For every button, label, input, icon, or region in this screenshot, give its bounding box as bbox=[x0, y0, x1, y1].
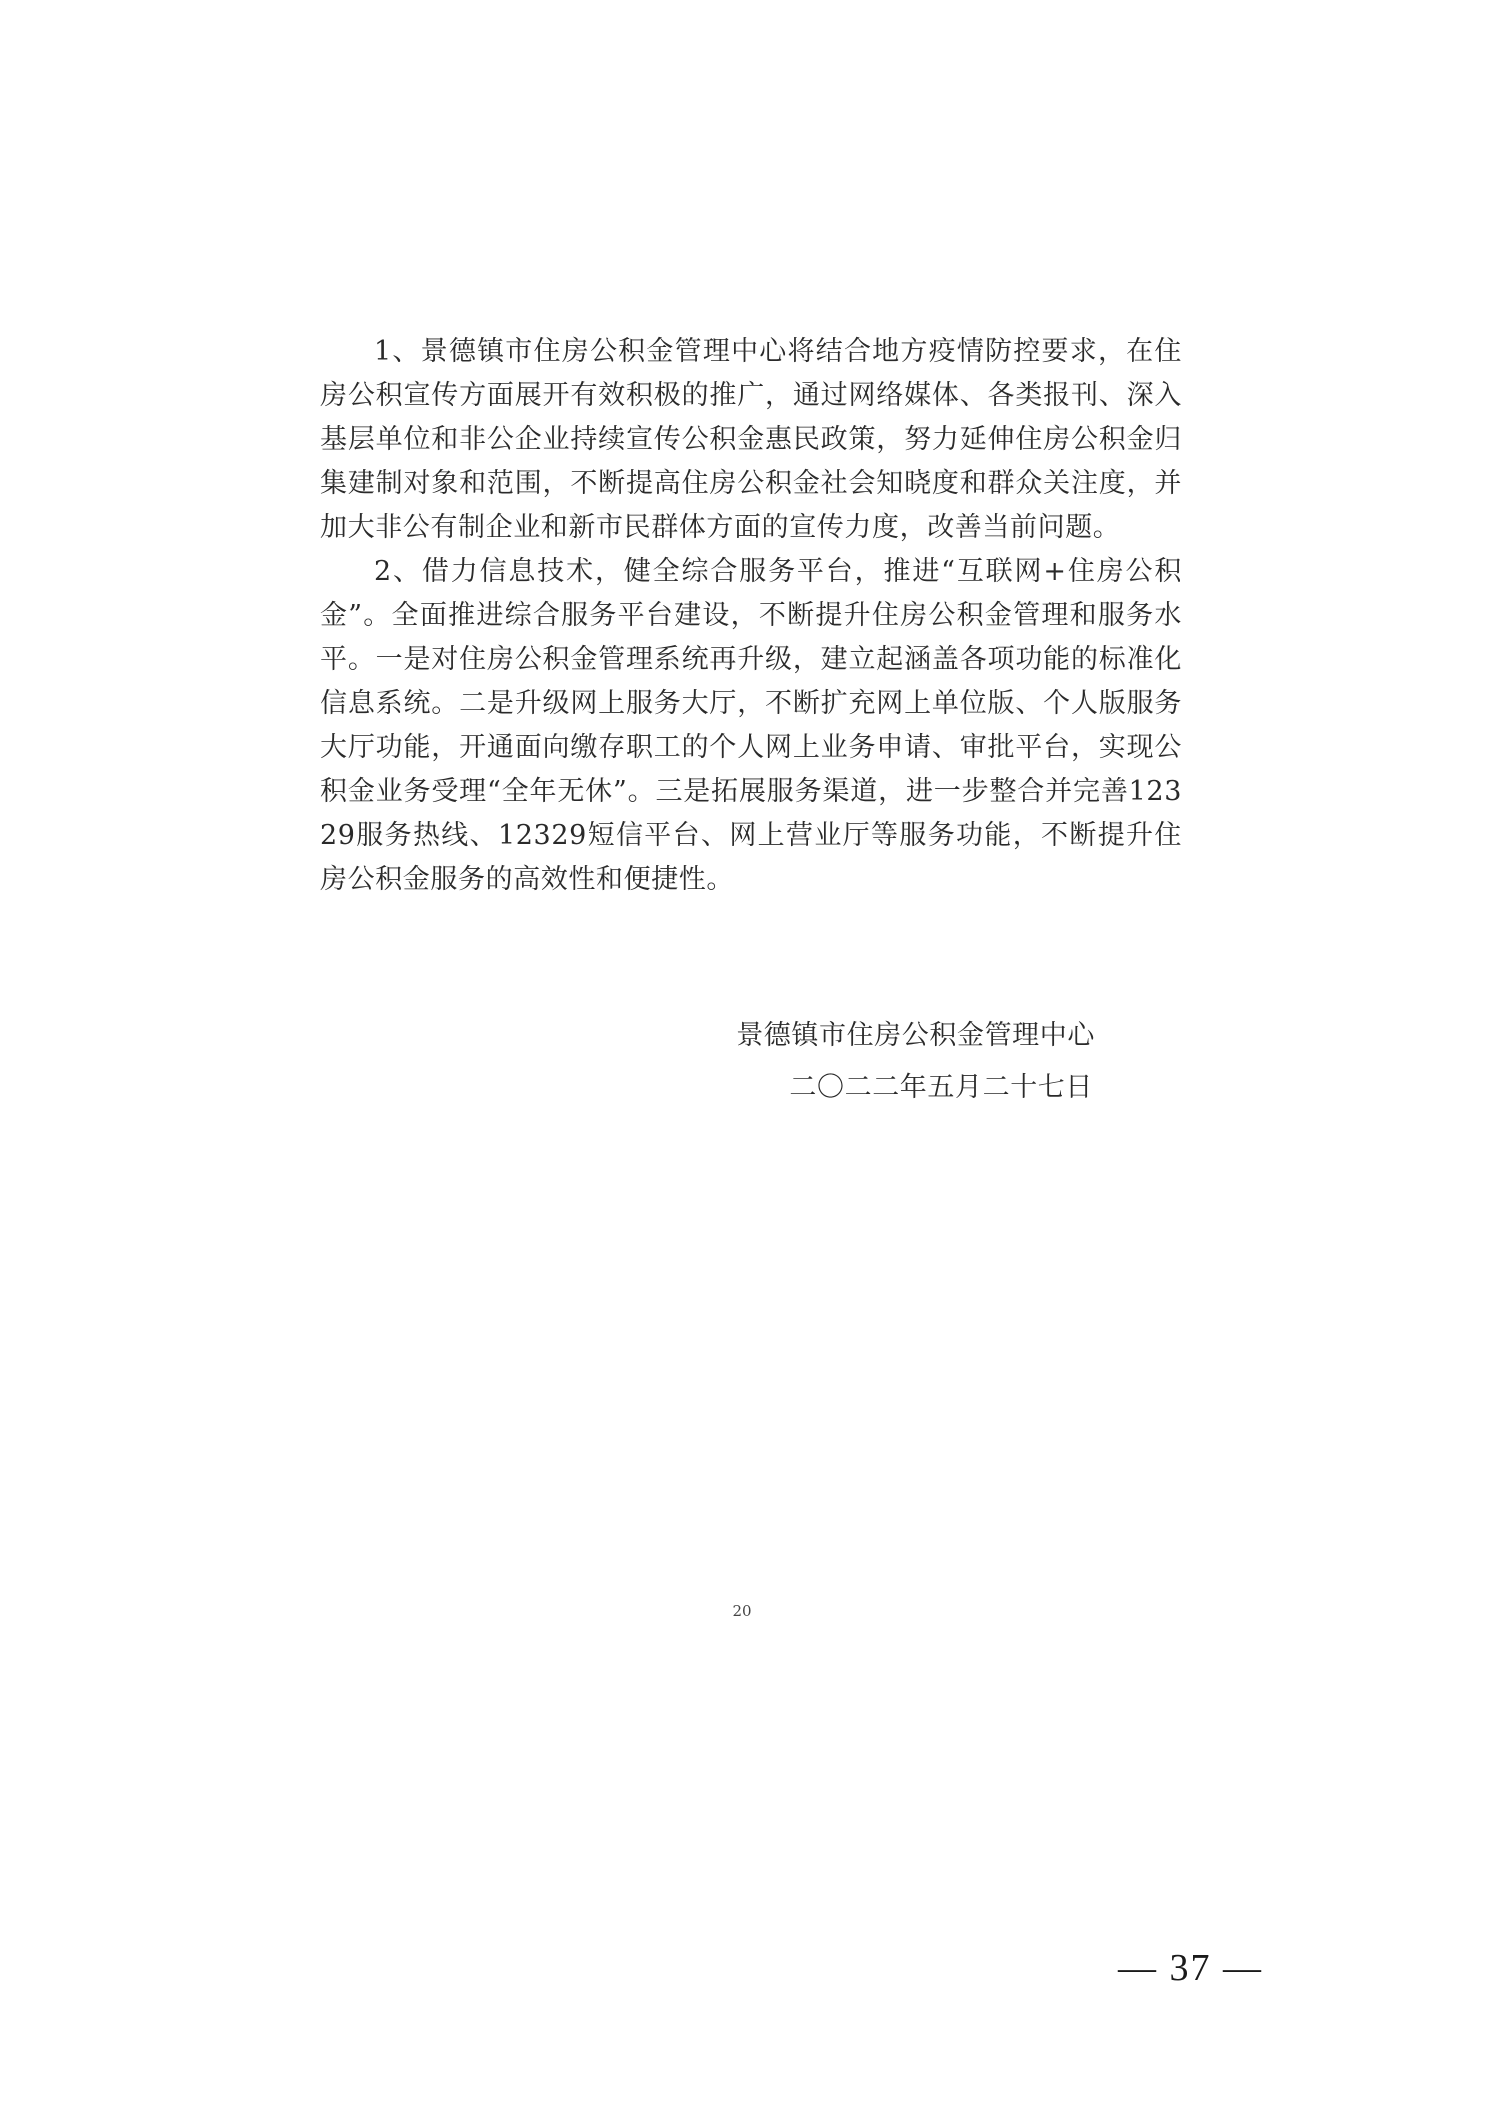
signature-organization: 景德镇市住房公积金管理中心 bbox=[736, 1020, 1095, 1051]
paragraph-2: 2、借力信息技术，健全综合服务平台，推进“互联网+住房公积金”。全面推进综合服务平台建设，不断提升住房公积金管理和服务水平。一是对住房公积金管理系统再升级，建立起涵盖各项功能的标准化信息系统。二是升级网上服务大厅，不断扩充网上单位版、个人版服务大厅功能，开通面向缴存职工的个人网上业务申请、审批平台，实现公积金业务受理“全年无休”。三是拓展服务渠道，进一步整合并完善12329服务热线、12329短信平台、网上营业厅等服务功能，不断提升住房公积金服务的高效性和便捷性。 bbox=[320, 556, 1182, 895]
outer-page-number: — 37 — bbox=[1118, 1947, 1263, 1989]
inner-page-number: 20 bbox=[732, 1602, 752, 1620]
paragraph-1: 1、景德镇市住房公积金管理中心将结合地方疫情防控要求，在住房公积宣传方面展开有效积极的推广，通过网络媒体、各类报刊、深入基层单位和非公企业持续宣传公积金惠民政策，努力延伸住房公积金归集建制对象和范围，不断提高住房公积金社会知晓度和群众关注度，并加大非公有制企业和新市民群体方面的宣传力度，改善当前问题。 bbox=[320, 336, 1182, 543]
document-body bbox=[320, 330, 1182, 902]
signature-date: 二〇二二年五月二十七日 bbox=[789, 1072, 1093, 1103]
signature-block bbox=[0, 1010, 1096, 1114]
